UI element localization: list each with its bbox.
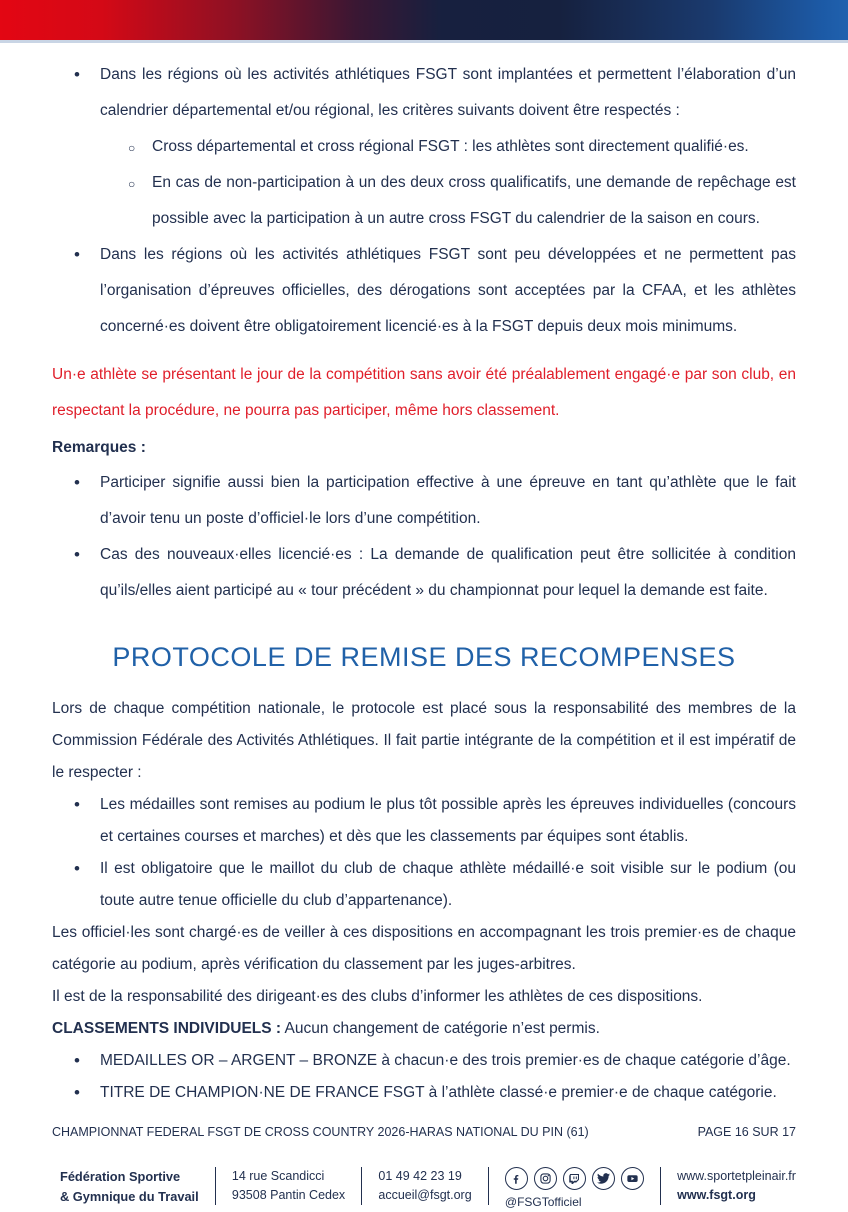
responsibility-paragraph: Il est de la responsabilité des dirigeant·es des clubs d’informer les athlètes de ces dispositions.	[52, 988, 703, 1005]
social-block	[505, 1163, 644, 1212]
qualification-bullet-list	[52, 57, 796, 129]
bullet-item	[52, 537, 796, 609]
sub-bullet-item	[52, 165, 796, 237]
bullet-item	[52, 1077, 796, 1109]
twitch-icon[interactable]	[563, 1167, 586, 1190]
protocole-intro-paragraph: Lors de chaque compétition nationale, le protocole est placé sous la responsabilité des membres de la Commission Fédérale des Activités Athlétiques. Il fait partie intégrante de la compétition et il est impératif de le respecter :	[52, 700, 796, 781]
qualification-bullet-list-2	[52, 237, 796, 345]
bullet-text: TITRE DE CHAMPION·NE DE FRANCE FSGT à l’athlète classé·e premier·e de chaque catégorie.	[100, 1084, 777, 1101]
protocole-bullet-list	[52, 789, 796, 917]
bullet-item	[52, 1045, 796, 1077]
officials-paragraph: Les officiel·les sont chargé·es de veiller à ces dispositions en accompagnant les trois premier·es de chaque catégorie au podium, après vérification du classement par les juges-arbitres.	[52, 924, 796, 973]
instagram-icon[interactable]	[534, 1167, 557, 1190]
header-gradient-banner	[0, 0, 848, 40]
bullet-text: MEDAILLES OR – ARGENT – BRONZE à chacun·e des trois premier·es de chaque catégorie d’âge.	[100, 1052, 791, 1069]
section-title-protocole: PROTOCOLE DE REMISE DES RECOMPENSES	[112, 642, 736, 672]
bullet-text: Cas des nouveaux·elles licencié·es : La demande de qualification peut être sollicitée à condition qu’ils/elles aient participé au « tour précédent » du championnat pour lequel la demande est faite.	[100, 546, 796, 599]
bullet-text: Les médailles sont remises au podium le plus tôt possible après les épreuves individuelles (concours et certaines courses et marches) et dès que les classements par équipes sont établis.	[100, 796, 796, 845]
bullet-text: Dans les régions où les activités athlétiques FSGT sont implantées et permettent l’élaboration d’un calendrier départemental et/ou régional, les critères suivants doivent être respectés :	[100, 66, 796, 119]
qualification-sub-list	[52, 129, 796, 237]
contact-footer	[0, 1163, 848, 1212]
remarks-bullet-list	[52, 465, 796, 609]
website-sportetpleinair[interactable]: www.sportetpleinair.fr	[677, 1169, 796, 1183]
youtube-icon[interactable]	[621, 1167, 644, 1190]
organization-name-line1: Fédération Sportive	[60, 1169, 181, 1184]
websites-block	[677, 1163, 796, 1206]
social-icons-row	[505, 1167, 644, 1190]
remarks-heading: Remarques :	[52, 439, 146, 456]
twitter-icon[interactable]	[592, 1167, 615, 1190]
page-content	[0, 43, 848, 1109]
classements-label: CLASSEMENTS INDIVIDUELS :	[52, 1020, 282, 1037]
footer-divider	[215, 1167, 216, 1205]
organization-name-line2: & Gymnique du Travail	[60, 1188, 199, 1204]
bullet-text: Dans les régions où les activités athlétiques FSGT sont peu développées et ne permettent pas l’organisation d’épreuves officielles, des dérogations sont acceptées par la CFAA, et les athlètes concerné·es doivent être obligatoirement licencié·es à la FSGT depuis deux mois minimums.	[100, 246, 796, 335]
footer-divider	[660, 1167, 661, 1205]
email-address[interactable]: accueil@fsgt.org	[378, 1188, 472, 1203]
bullet-item	[52, 789, 796, 853]
sub-bullet-text: En cas de non-participation à un des deux cross qualificatifs, une demande de repêchage est possible avec la participation à un autre cross FSGT du calendrier de la saison en cours.	[152, 174, 796, 227]
phone-number: 01 49 42 23 19	[378, 1169, 462, 1183]
classements-line	[52, 1013, 796, 1045]
footer-divider	[361, 1167, 362, 1205]
social-handle: @FSGTofficiel	[504, 1195, 582, 1209]
sub-bullet-item	[52, 129, 796, 165]
address-line2: 93508 Pantin Cedex	[231, 1188, 346, 1203]
bullet-item	[52, 853, 796, 917]
postal-address	[232, 1163, 345, 1206]
organization-name	[60, 1163, 199, 1207]
bullet-item	[52, 57, 796, 129]
facebook-icon[interactable]	[505, 1167, 528, 1190]
document-footer	[0, 1125, 848, 1139]
address-line1: 14 rue Scandicci	[231, 1169, 325, 1183]
contact-details	[378, 1163, 471, 1206]
footer-divider	[488, 1167, 489, 1205]
bullet-item	[52, 465, 796, 537]
classements-text: Aucun changement de catégorie n’est permis.	[281, 1020, 600, 1037]
bullet-item	[52, 237, 796, 345]
medals-bullet-list	[52, 1045, 796, 1109]
website-fsgt[interactable]: www.fsgt.org	[677, 1188, 756, 1203]
sub-bullet-text: Cross départemental et cross régional FSGT : les athlètes sont directement qualifié·es.	[152, 138, 749, 155]
warning-paragraph: Un·e athlète se présentant le jour de la compétition sans avoir été préalablement engagé·e par son club, en respectant la procédure, ne pourra pas participer, même hors classement.	[52, 366, 796, 419]
bullet-text: Participer signifie aussi bien la participation effective à une épreuve en tant qu’athlète que le fait d’avoir tenu un poste d’officiel·le lors d’une compétition.	[100, 474, 796, 527]
document-footer-title: CHAMPIONNAT FEDERAL FSGT DE CROSS COUNTRY 2026-HARAS NATIONAL DU PIN (61)	[52, 1125, 589, 1139]
bullet-text: Il est obligatoire que le maillot du club de chaque athlète médaillé·e soit visible sur le podium (ou toute autre tenue officielle du club d’appartenance).	[100, 860, 796, 909]
page-number: PAGE 16 SUR 17	[697, 1125, 796, 1139]
